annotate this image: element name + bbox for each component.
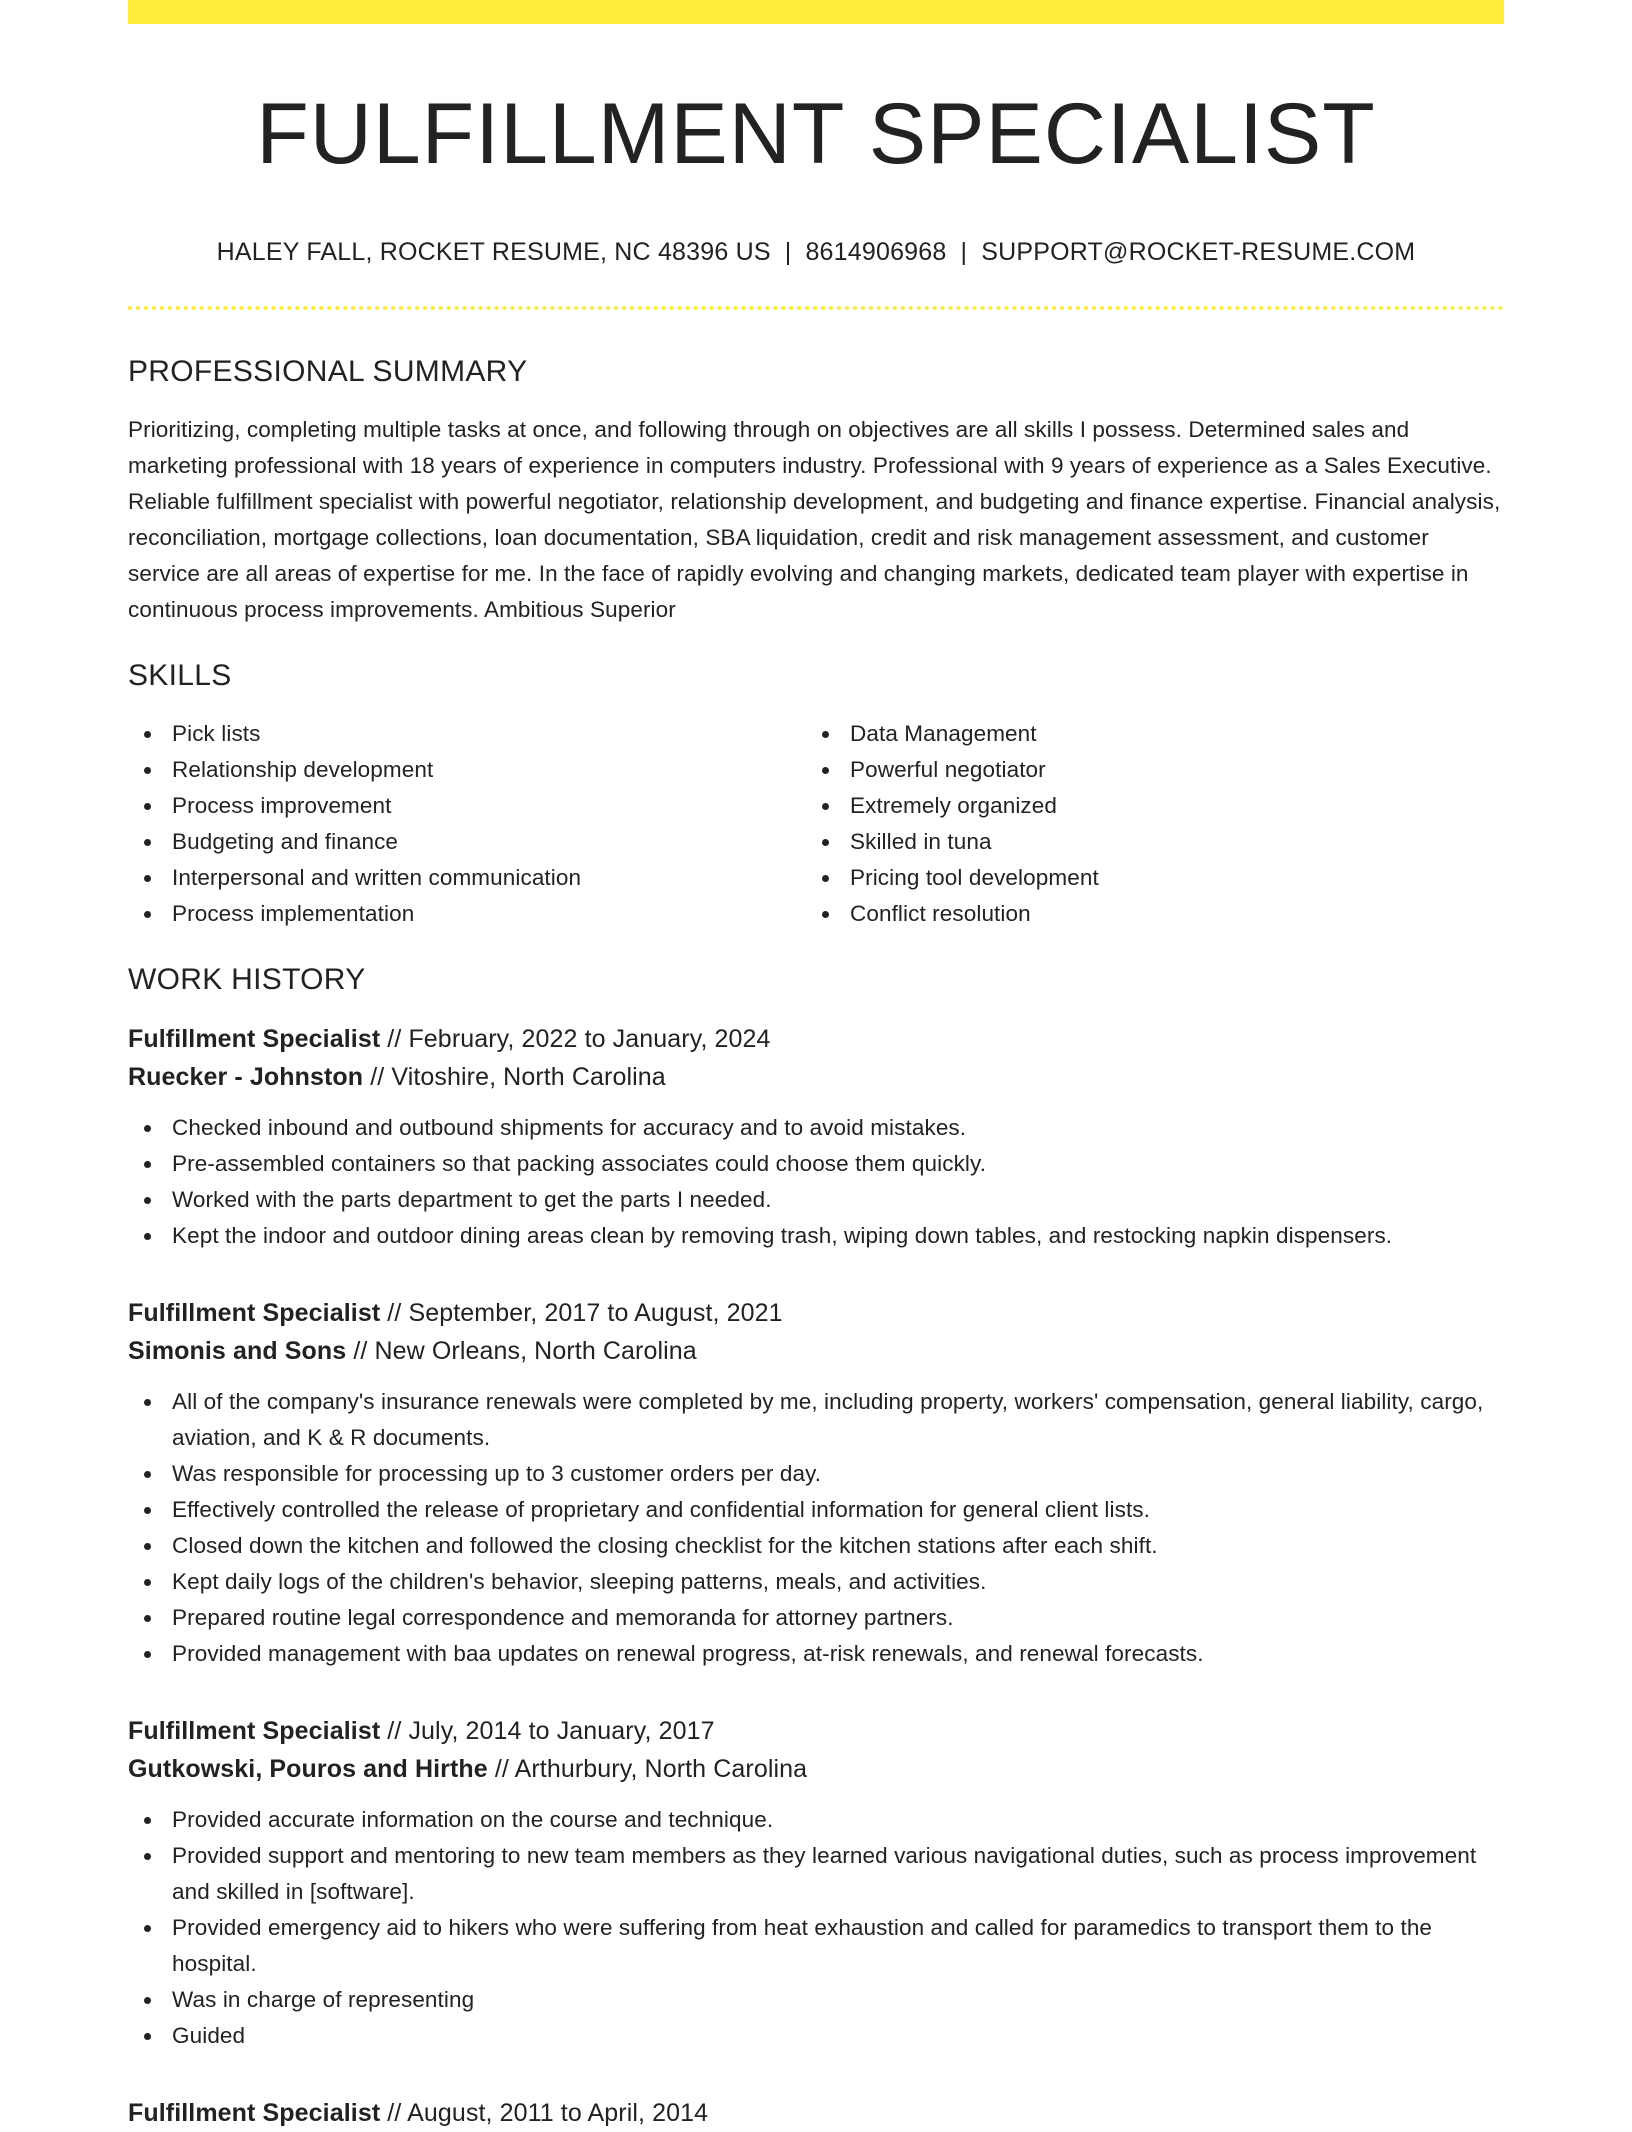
job-entry bbox=[128, 2094, 1504, 2132]
job-company: Gutkowski, Pouros and Hirthe bbox=[128, 1755, 488, 1783]
job-entry bbox=[128, 1020, 1504, 1254]
job-title: Fulfillment Specialist bbox=[128, 2099, 381, 2127]
job-company-line bbox=[128, 1058, 1504, 1096]
dotted-divider bbox=[128, 306, 1504, 310]
job-title-line bbox=[128, 1294, 1504, 1332]
job-bullet: Provided management with baa updates on renewal progress, at-risk renewals, and renewal forecasts. bbox=[128, 1636, 1504, 1672]
skill-item: Pick lists bbox=[128, 716, 806, 752]
work-history-heading: WORK HISTORY bbox=[128, 963, 366, 996]
job-bullet: Provided support and mentoring to new team members as they learned various navigational duties, such as process improvement and skilled in [software]. bbox=[128, 1838, 1504, 1910]
skill-item: Process improvement bbox=[128, 788, 806, 824]
accent-top-bar bbox=[128, 0, 1504, 24]
resume-page bbox=[128, 0, 1504, 2132]
job-bullet: Closed down the kitchen and followed the closing checklist for the kitchen stations after each shift. bbox=[128, 1528, 1504, 1564]
job-bullet: Kept the indoor and outdoor dining areas clean by removing trash, wiping down tables, and restocking napkin dispensers. bbox=[128, 1218, 1504, 1254]
resume-title: FULFILLMENT SPECIALIST bbox=[256, 86, 1376, 182]
job-bullet: Checked inbound and outbound shipments for accuracy and to avoid mistakes. bbox=[128, 1110, 1504, 1146]
job-title-line bbox=[128, 1712, 1504, 1750]
job-title: Fulfillment Specialist bbox=[128, 1025, 381, 1053]
skill-item: Pricing tool development bbox=[806, 860, 1484, 896]
contact-line bbox=[128, 236, 1504, 268]
job-location: New Orleans, North Carolina bbox=[374, 1337, 697, 1365]
job-dates: February, 2022 to January, 2024 bbox=[408, 1025, 771, 1053]
job-separator: // bbox=[380, 1025, 409, 1053]
job-title: Fulfillment Specialist bbox=[128, 1299, 381, 1327]
job-bullet: Worked with the parts department to get the parts I needed. bbox=[128, 1182, 1504, 1218]
job-bullet: Provided accurate information on the course and technique. bbox=[128, 1802, 1504, 1838]
contact-separator: | bbox=[784, 238, 792, 266]
job-bullet: Kept daily logs of the children's behavior, sleeping patterns, meals, and activities. bbox=[128, 1564, 1504, 1600]
job-company: Ruecker - Johnston bbox=[128, 1063, 364, 1091]
job-location: Vitoshire, North Carolina bbox=[391, 1063, 666, 1091]
job-separator: // bbox=[380, 1299, 409, 1327]
job-company-line bbox=[128, 1332, 1504, 1370]
job-bullet: Prepared routine legal correspondence and memoranda for attorney partners. bbox=[128, 1600, 1504, 1636]
job-separator: // bbox=[346, 1337, 375, 1365]
job-separator: // bbox=[487, 1755, 515, 1783]
job-separator: // bbox=[380, 2099, 408, 2127]
job-company: Simonis and Sons bbox=[128, 1337, 347, 1365]
job-location: Arthurbury, North Carolina bbox=[514, 1755, 808, 1783]
job-separator: // bbox=[363, 1063, 392, 1091]
skill-item: Extremely organized bbox=[806, 788, 1484, 824]
job-title-line bbox=[128, 1020, 1504, 1058]
job-bullets bbox=[128, 1384, 1504, 1672]
job-entry bbox=[128, 1294, 1504, 1672]
contact-address: HALEY FALL, ROCKET RESUME, NC 48396 US bbox=[216, 238, 771, 266]
skills-heading: SKILLS bbox=[128, 659, 232, 692]
job-bullet: Guided bbox=[128, 2018, 1504, 2054]
job-dates: August, 2011 to April, 2014 bbox=[407, 2099, 709, 2127]
job-separator: // bbox=[380, 1717, 409, 1745]
skills-list-left bbox=[128, 716, 806, 932]
job-bullet: Was responsible for processing up to 3 customer orders per day. bbox=[128, 1456, 1504, 1492]
skills-list-right bbox=[806, 716, 1484, 932]
job-bullet: All of the company's insurance renewals were completed by me, including property, workers' compensation, general liability, cargo, aviation, and K & R documents. bbox=[128, 1384, 1504, 1456]
job-bullets bbox=[128, 1110, 1504, 1254]
summary-text: Prioritizing, completing multiple tasks at once, and following through on objectives are all skills I possess. Determined sales and marketing professional with 18 years of experience in computers industry. Professional with 9 years of experience as a Sales Executive. Reliable fulfillment specialist with powerful negotiator, relationship development, and budgeting and finance expertise. Financial analysis, reconciliation, mortgage collections, loan documentation, SBA liquidation, credit and risk management assessment, and customer service are all areas of expertise for me. In the face of rapidly evolving and changing markets, dedicated team player with expertise in continuous process improvements. Ambitious Superior bbox=[128, 417, 1501, 622]
job-bullet: Pre-assembled containers so that packing associates could choose them quickly. bbox=[128, 1146, 1504, 1182]
contact-separator: | bbox=[960, 238, 968, 266]
skill-item: Relationship development bbox=[128, 752, 806, 788]
skill-item: Conflict resolution bbox=[806, 896, 1484, 932]
contact-phone: 8614906968 bbox=[805, 238, 947, 266]
job-entry bbox=[128, 1712, 1504, 2054]
job-company-line bbox=[128, 1750, 1504, 1788]
job-dates: September, 2017 to August, 2021 bbox=[408, 1299, 783, 1327]
job-bullets bbox=[128, 1802, 1504, 2054]
work-history-list bbox=[128, 1020, 1504, 2132]
skill-item: Budgeting and finance bbox=[128, 824, 806, 860]
skill-item: Data Management bbox=[806, 716, 1484, 752]
summary-heading: PROFESSIONAL SUMMARY bbox=[128, 355, 528, 388]
job-bullet: Provided emergency aid to hikers who were suffering from heat exhaustion and called for paramedics to transport them to the hospital. bbox=[128, 1910, 1504, 1982]
skill-item: Powerful negotiator bbox=[806, 752, 1484, 788]
job-dates: July, 2014 to January, 2017 bbox=[408, 1717, 715, 1745]
contact-email: SUPPORT@ROCKET-RESUME.COM bbox=[981, 238, 1416, 266]
skill-item: Process implementation bbox=[128, 896, 806, 932]
skill-item: Interpersonal and written communication bbox=[128, 860, 806, 896]
job-title-line bbox=[128, 2094, 1504, 2132]
skill-item: Skilled in tuna bbox=[806, 824, 1484, 860]
job-title: Fulfillment Specialist bbox=[128, 1717, 381, 1745]
job-bullet: Was in charge of representing bbox=[128, 1982, 1504, 2018]
job-bullet: Effectively controlled the release of proprietary and confidential information for general client lists. bbox=[128, 1492, 1504, 1528]
skills-columns bbox=[128, 716, 1504, 932]
